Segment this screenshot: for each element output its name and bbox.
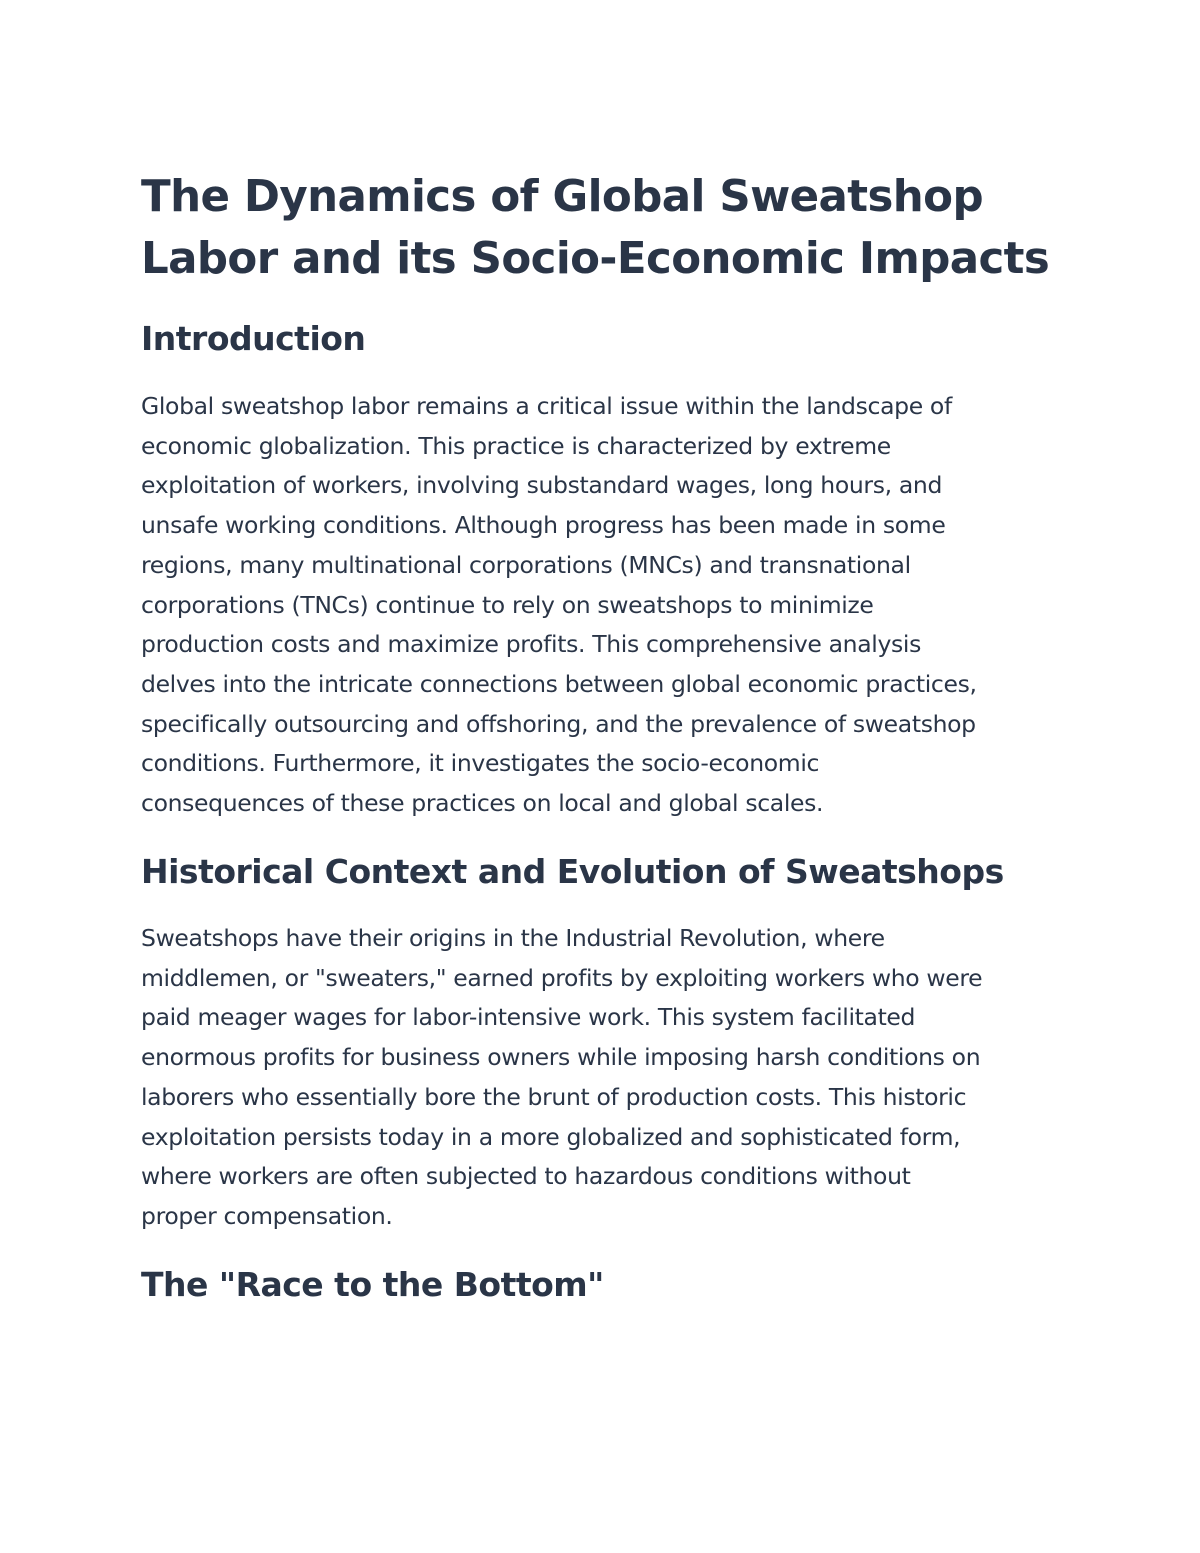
paragraph-line: unsafe working conditions. Although progress has been made in some — [141, 511, 946, 540]
section-heading-race-to-the-bottom: The "Race to the Bottom" — [141, 1265, 604, 1304]
paragraph-line: middlemen, or "sweaters," earned profits by exploiting workers who were — [141, 963, 983, 992]
title-line: Labor and its Socio-Economic Impacts — [141, 234, 1050, 284]
paragraph-line: paid meager wages for labor-intensive work. This system facilitated — [141, 1003, 916, 1032]
paragraph-line: enormous profits for business owners while imposing harsh conditions on — [141, 1043, 981, 1072]
paragraph-line: exploitation of workers, involving substandard wages, long hours, and — [141, 471, 943, 500]
section-heading-introduction: Introduction — [141, 319, 366, 358]
paragraph-line: delves into the intricate connections between global economic practices, — [141, 669, 977, 698]
paragraph-line: exploitation persists today in a more globalized and sophisticated form, — [141, 1122, 961, 1151]
paragraph-line: regions, many multinational corporations (MNCs) and transnational — [141, 550, 911, 579]
paragraph-line: production costs and maximize profits. This comprehensive analysis — [141, 630, 921, 659]
introduction-paragraph — [141, 387, 977, 824]
section-heading-historical-context: Historical Context and Evolution of Sweatshops — [141, 852, 1004, 891]
paragraph-line: economic globalization. This practice is characterized by extreme — [141, 431, 891, 460]
paragraph-line: specifically outsourcing and offshoring, and the prevalence of sweatshop — [141, 709, 976, 738]
paragraph-line: Sweatshops have their origins in the Industrial Revolution, where — [141, 924, 885, 952]
paragraph-line: proper compensation. — [141, 1201, 393, 1230]
document-title — [141, 166, 1061, 290]
paragraph-line: corporations (TNCs) continue to rely on sweatshops to minimize — [141, 590, 874, 619]
paragraph-line: laborers who essentially bore the brunt of production costs. This historic — [141, 1082, 967, 1111]
paragraph-line: where workers are often subjected to hazardous conditions without — [141, 1162, 911, 1191]
paragraph-line: conditions. Furthermore, it investigates the socio-economic — [141, 749, 820, 778]
title-line: The Dynamics of Global Sweatshop — [141, 172, 983, 222]
historical-context-paragraph — [141, 919, 982, 1237]
paragraph-line: Global sweatshop labor remains a critical issue within the landscape of — [141, 392, 952, 420]
paragraph-line: consequences of these practices on local and global scales. — [141, 789, 824, 818]
